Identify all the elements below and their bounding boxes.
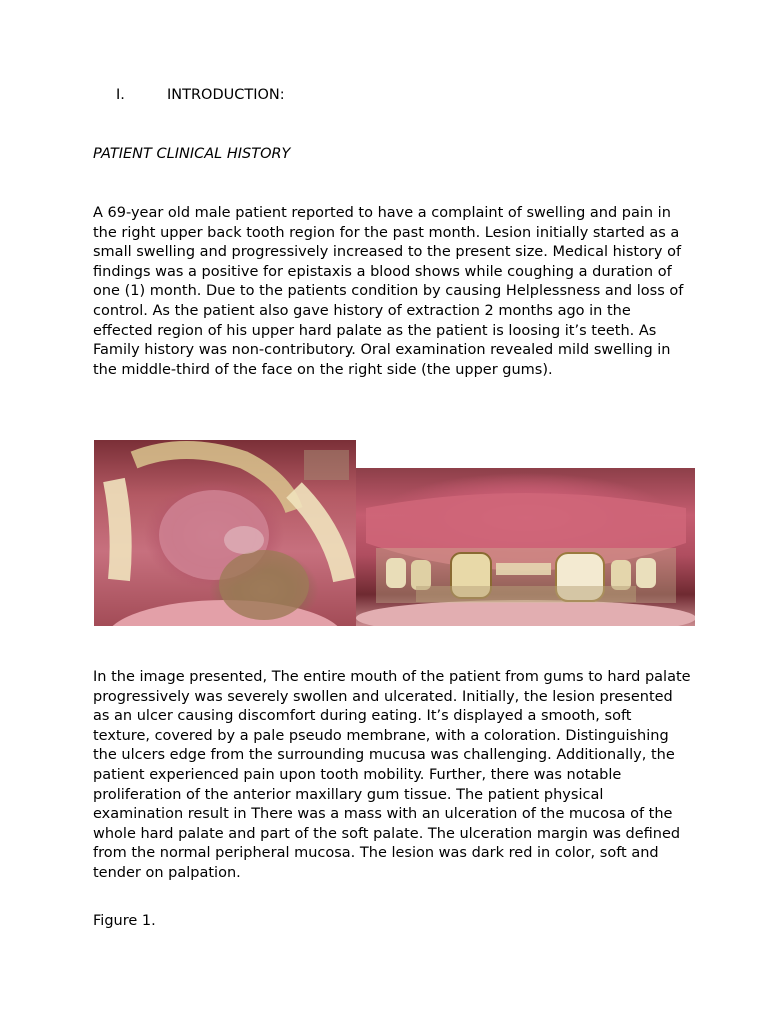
section-heading <box>116 87 285 103</box>
clinical-photo-palate <box>94 440 356 626</box>
figure-caption: Figure 1. <box>93 913 156 929</box>
gums-photo-illustration <box>356 468 695 626</box>
section-number: I. <box>116 87 125 103</box>
paragraph-image-description: In the image presented, The entire mouth of the patient from gums to hard palate progressively was severely swollen and ulcerated. Initially, the lesion presented as an ulcer causing discomfort during eating. It’s displayed a smooth, soft texture, covered by a pale pseudo membrane, with a coloration. Distinguishing the ulcers edge from the surrounding mucusa was challenging. Additionally, the patient experienced pain upon tooth mobility. Further, there was notable proliferation of the anterior maxillary gum tissue. The patient physical examination result in There was a mass with an ulceration of the mucosa of the whole hard palate and part of the soft palate. The ulceration margin was defined from the normal peripheral mucosa. The lesion was dark red in color, soft and tender on palpation. <box>93 669 691 881</box>
section-title: INTRODUCTION: <box>167 87 285 103</box>
paragraph-clinical-history: A 69-year old male patient reported to have a complaint of swelling and pain in the right upper back tooth region for the past month. Lesion initially started as a small swelling and progressively increased to the present size. Medical history of findings was a positive for epistaxis a blood shows while coughing a duration of one (1) month. Due to the patients condition by causing Helplessness and loss of control. As the patient also gave history of extraction 2 months ago in the effected region of his upper hard palate as the patient is loosing it’s teeth. As Family history was non-contributory. Oral examination revealed mild swelling in the middle-third of the face on the right side (the upper gums). <box>93 205 684 378</box>
palate-photo-illustration <box>94 440 356 626</box>
subtitle: PATIENT CLINICAL HISTORY <box>93 146 291 162</box>
clinical-photo-gums <box>356 468 695 626</box>
